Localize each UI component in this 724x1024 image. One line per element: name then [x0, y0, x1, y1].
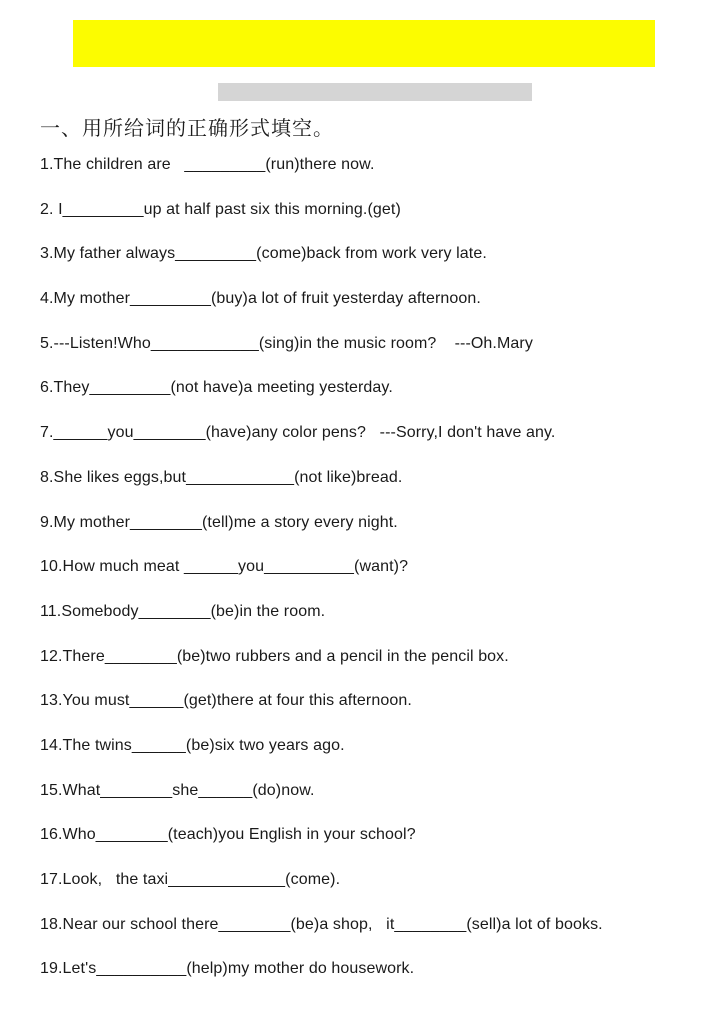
exercise-line-1: 1.The children are _________(run)there now. — [40, 156, 375, 173]
exercise-line-7: 7.______you________(have)any color pens? ---Sorry,I don't have any. — [40, 424, 556, 442]
section-heading: 一、用所给词的正确形式填空。 — [40, 116, 334, 140]
exercise-line-15: 15.What________she______(do)now. — [40, 781, 315, 799]
exercise-line-3: 3.My father always_________(come)back from work very late. — [40, 245, 487, 263]
highlighted-title-banner — [73, 20, 655, 67]
exercise-line-5: 5.---Listen!Who____________(sing)in the music room? ---Oh.Mary — [40, 334, 533, 352]
exercise-line-14: 14.The twins______(be)six two years ago. — [40, 736, 345, 754]
exercise-line-16: 16.Who________(teach)you English in your school? — [40, 826, 416, 844]
exercise-line-17: 17.Look, the taxi_____________(come). — [40, 871, 341, 888]
exercise-line-13: 13.You must______(get)there at four this afternoon. — [40, 692, 412, 710]
exercise-line-11: 11.Somebody________(be)in the room. — [40, 602, 326, 620]
exercise-line-12: 12.There________(be)two rubbers and a pencil in the pencil box. — [40, 647, 509, 665]
exercise-line-18: 18.Near our school there________(be)a shop, it________(sell)a lot of books. — [40, 915, 603, 933]
exercise-line-6: 6.They_________(not have)a meeting yesterday. — [40, 379, 393, 397]
exercise-line-10: 10.How much meat ______you__________(want)? — [40, 558, 409, 576]
exercise-line-8: 8.She likes eggs,but____________(not like)bread. — [40, 468, 403, 486]
redacted-subtitle-bar — [218, 83, 532, 101]
exercise-list — [40, 143, 704, 992]
exercise-line-9: 9.My mother________(tell)me a story every night. — [40, 513, 398, 531]
exercise-line-19: 19.Let's__________(help)my mother do housework. — [40, 960, 415, 978]
exercise-line-2: 2. I_________up at half past six this morning.(get) — [40, 200, 401, 218]
exercise-line-4: 4.My mother_________(buy)a lot of fruit yesterday afternoon. — [40, 290, 481, 308]
